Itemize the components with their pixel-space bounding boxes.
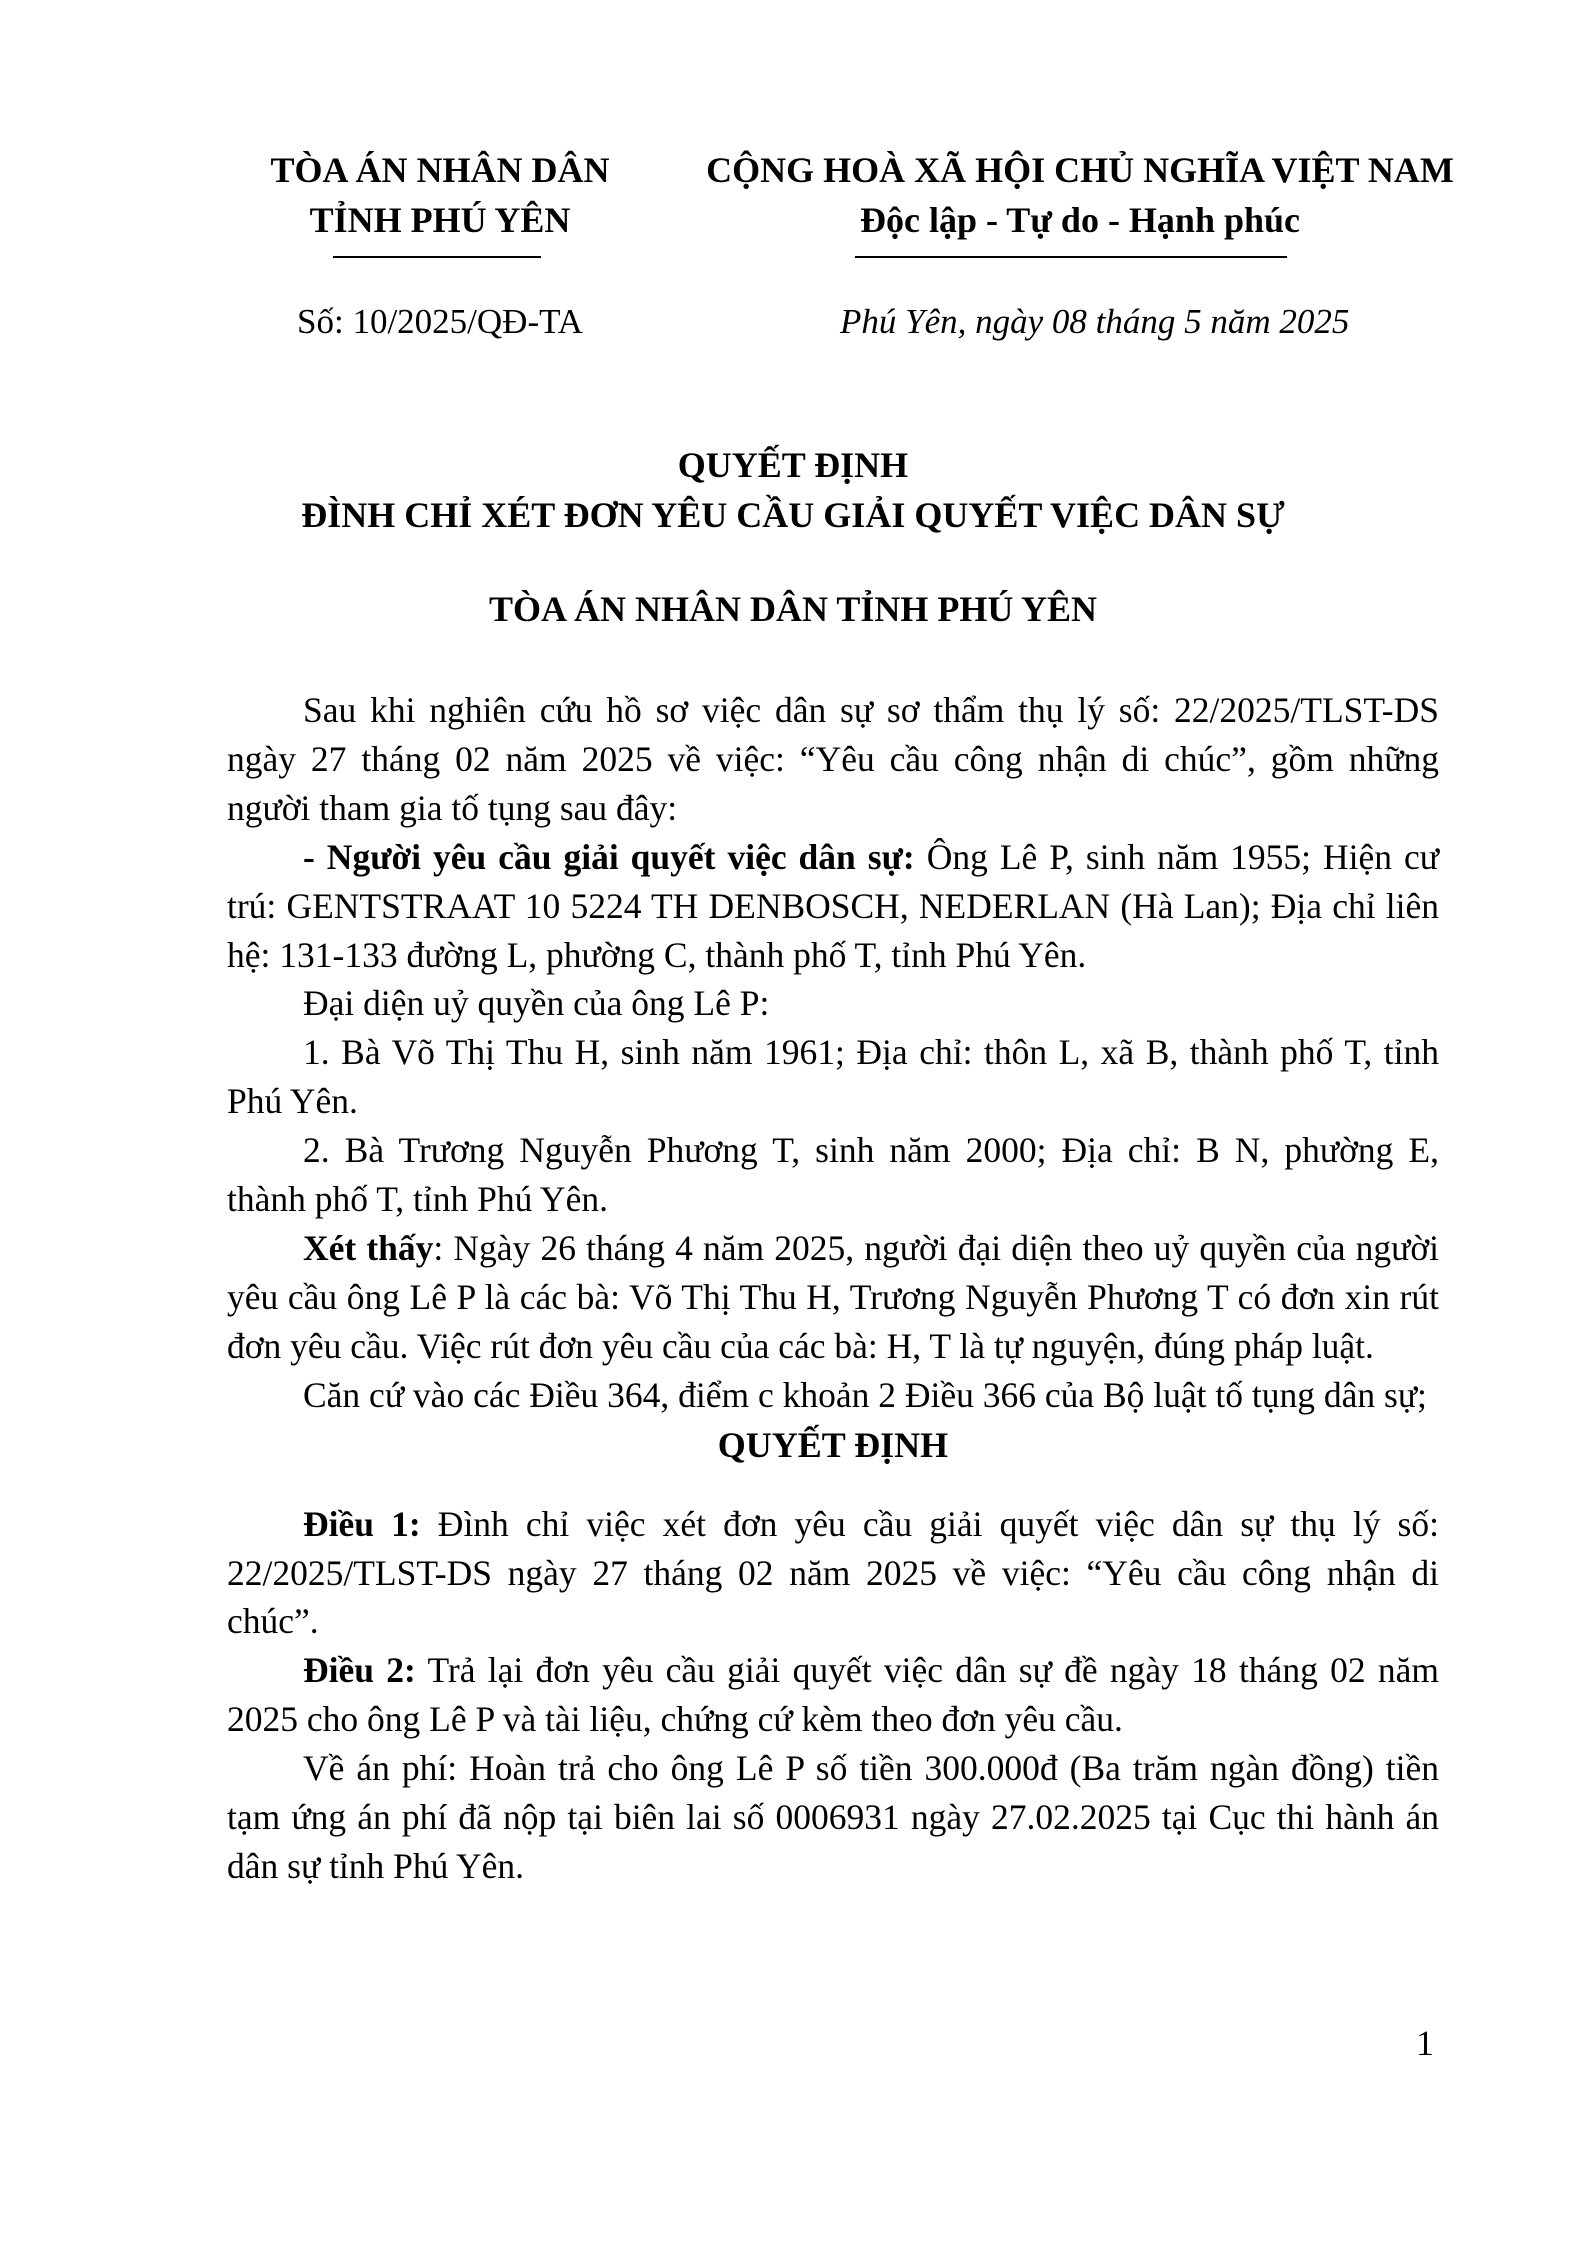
findings-text: : Ngày 26 tháng 4 năm 2025, người đại diện theo uỷ quyền của người yêu cầu ông Lê P là các bà: Võ Thị Thu H, Trương Nguyễn Phương T có đơn xin rút đơn yêu cầu. Việc rút đơn yêu cầu của các bà: H, T là tự nguyện, đúng pháp luật.	[227, 1227, 1439, 1366]
document-subtitle: ĐÌNH CHỈ XÉT ĐƠN YÊU CẦU GIẢI QUYẾT VIỆC DÂN SỰ	[301, 495, 1285, 535]
right-header-underline	[855, 256, 1287, 258]
article-1-text: Đình chỉ việc xét đơn yêu cầu giải quyết việc dân sự thụ lý số: 22/2025/TLST-DS ngày 27 tháng 02 năm 2025 về việc: “Yêu cầu công nhận di chúc”.	[227, 1503, 1439, 1642]
court-name-line1: TÒA ÁN NHÂN DÂN	[270, 150, 610, 190]
representative-1: 1. Bà Võ Thị Thu H, sinh năm 1961; Địa chỉ: thôn L, xã B, thành phố T, tỉnh Phú Yên.	[227, 1032, 1439, 1122]
article-1	[227, 1500, 1439, 1647]
national-motto: Độc lập - Tự do - Hạnh phúc	[859, 200, 1301, 240]
place-date: Phú Yên, ngày 08 tháng 5 năm 2025	[840, 302, 1350, 341]
left-header-underline	[333, 256, 541, 258]
article-2	[227, 1646, 1439, 1744]
article-2-text: Trả lại đơn yêu cầu giải quyết việc dân sự đề ngày 18 tháng 02 năm 2025 cho ông Lê P và tài liệu, chứng cứ kèm theo đơn yêu cầu.	[227, 1650, 1439, 1740]
decision-heading: QUYẾT ĐỊNH	[717, 1424, 949, 1465]
document-number: Số: 10/2025/QĐ-TA	[297, 302, 583, 341]
requester-paragraph	[227, 833, 1439, 980]
article-2-label: Điều 2:	[303, 1650, 416, 1691]
intro-paragraph: Sau khi nghiên cứu hồ sơ việc dân sự sơ thẩm thụ lý số: 22/2025/TLST-DS ngày 27 tháng 02 năm 2025 về việc: “Yêu cầu công nhận di chúc”, gồm những người tham gia tố tụng sau đây:	[227, 690, 1439, 828]
representative-2: 2. Bà Trương Nguyễn Phương T, sinh năm 2000; Địa chỉ: B N, phường E, thành phố T, tỉnh Phú Yên.	[227, 1130, 1439, 1220]
representative-intro: Đại diện uỷ quyền của ông Lê P:	[303, 983, 770, 1024]
findings-paragraph	[227, 1224, 1439, 1371]
court-name-line2: TỈNH PHÚ YÊN	[309, 200, 571, 240]
issuing-court: TÒA ÁN NHÂN DÂN TỈNH PHÚ YÊN	[488, 589, 1098, 629]
requester-label: - Người yêu cầu giải quyết việc dân sự:	[303, 836, 915, 877]
document-body	[227, 686, 1439, 1891]
fee-paragraph: Về án phí: Hoàn trả cho ông Lê P số tiền 300.000đ (Ba trăm ngàn đồng) tiền tạm ứng án phí đã nộp tại biên lai số 0006931 ngày 27.02.2025 tại Cục thi hành án dân sự tỉnh Phú Yên.	[227, 1748, 1439, 1886]
page-number: 1	[1416, 2023, 1434, 2063]
findings-label: Xét thấy	[303, 1227, 434, 1268]
document-title: QUYẾT ĐỊNH	[677, 445, 909, 485]
article-1-label: Điều 1:	[303, 1503, 421, 1544]
national-title: CỘNG HOÀ XÃ HỘI CHỦ NGHĨA VIỆT NAM	[706, 150, 1454, 190]
requester-details: Ông Lê P, sinh năm 1955; Hiện cư trú: GENTSTRAAT 10 5224 TH DENBOSCH, NEDERLAN (Hà Lan); Địa chỉ liên hệ: 131-133 đường L, phường C, thành phố T, tỉnh Phú Yên.	[227, 836, 1439, 975]
legal-basis-paragraph: Căn cứ vào các Điều 364, điểm c khoản 2 Điều 366 của Bộ luật tố tụng dân sự;	[303, 1374, 1427, 1415]
